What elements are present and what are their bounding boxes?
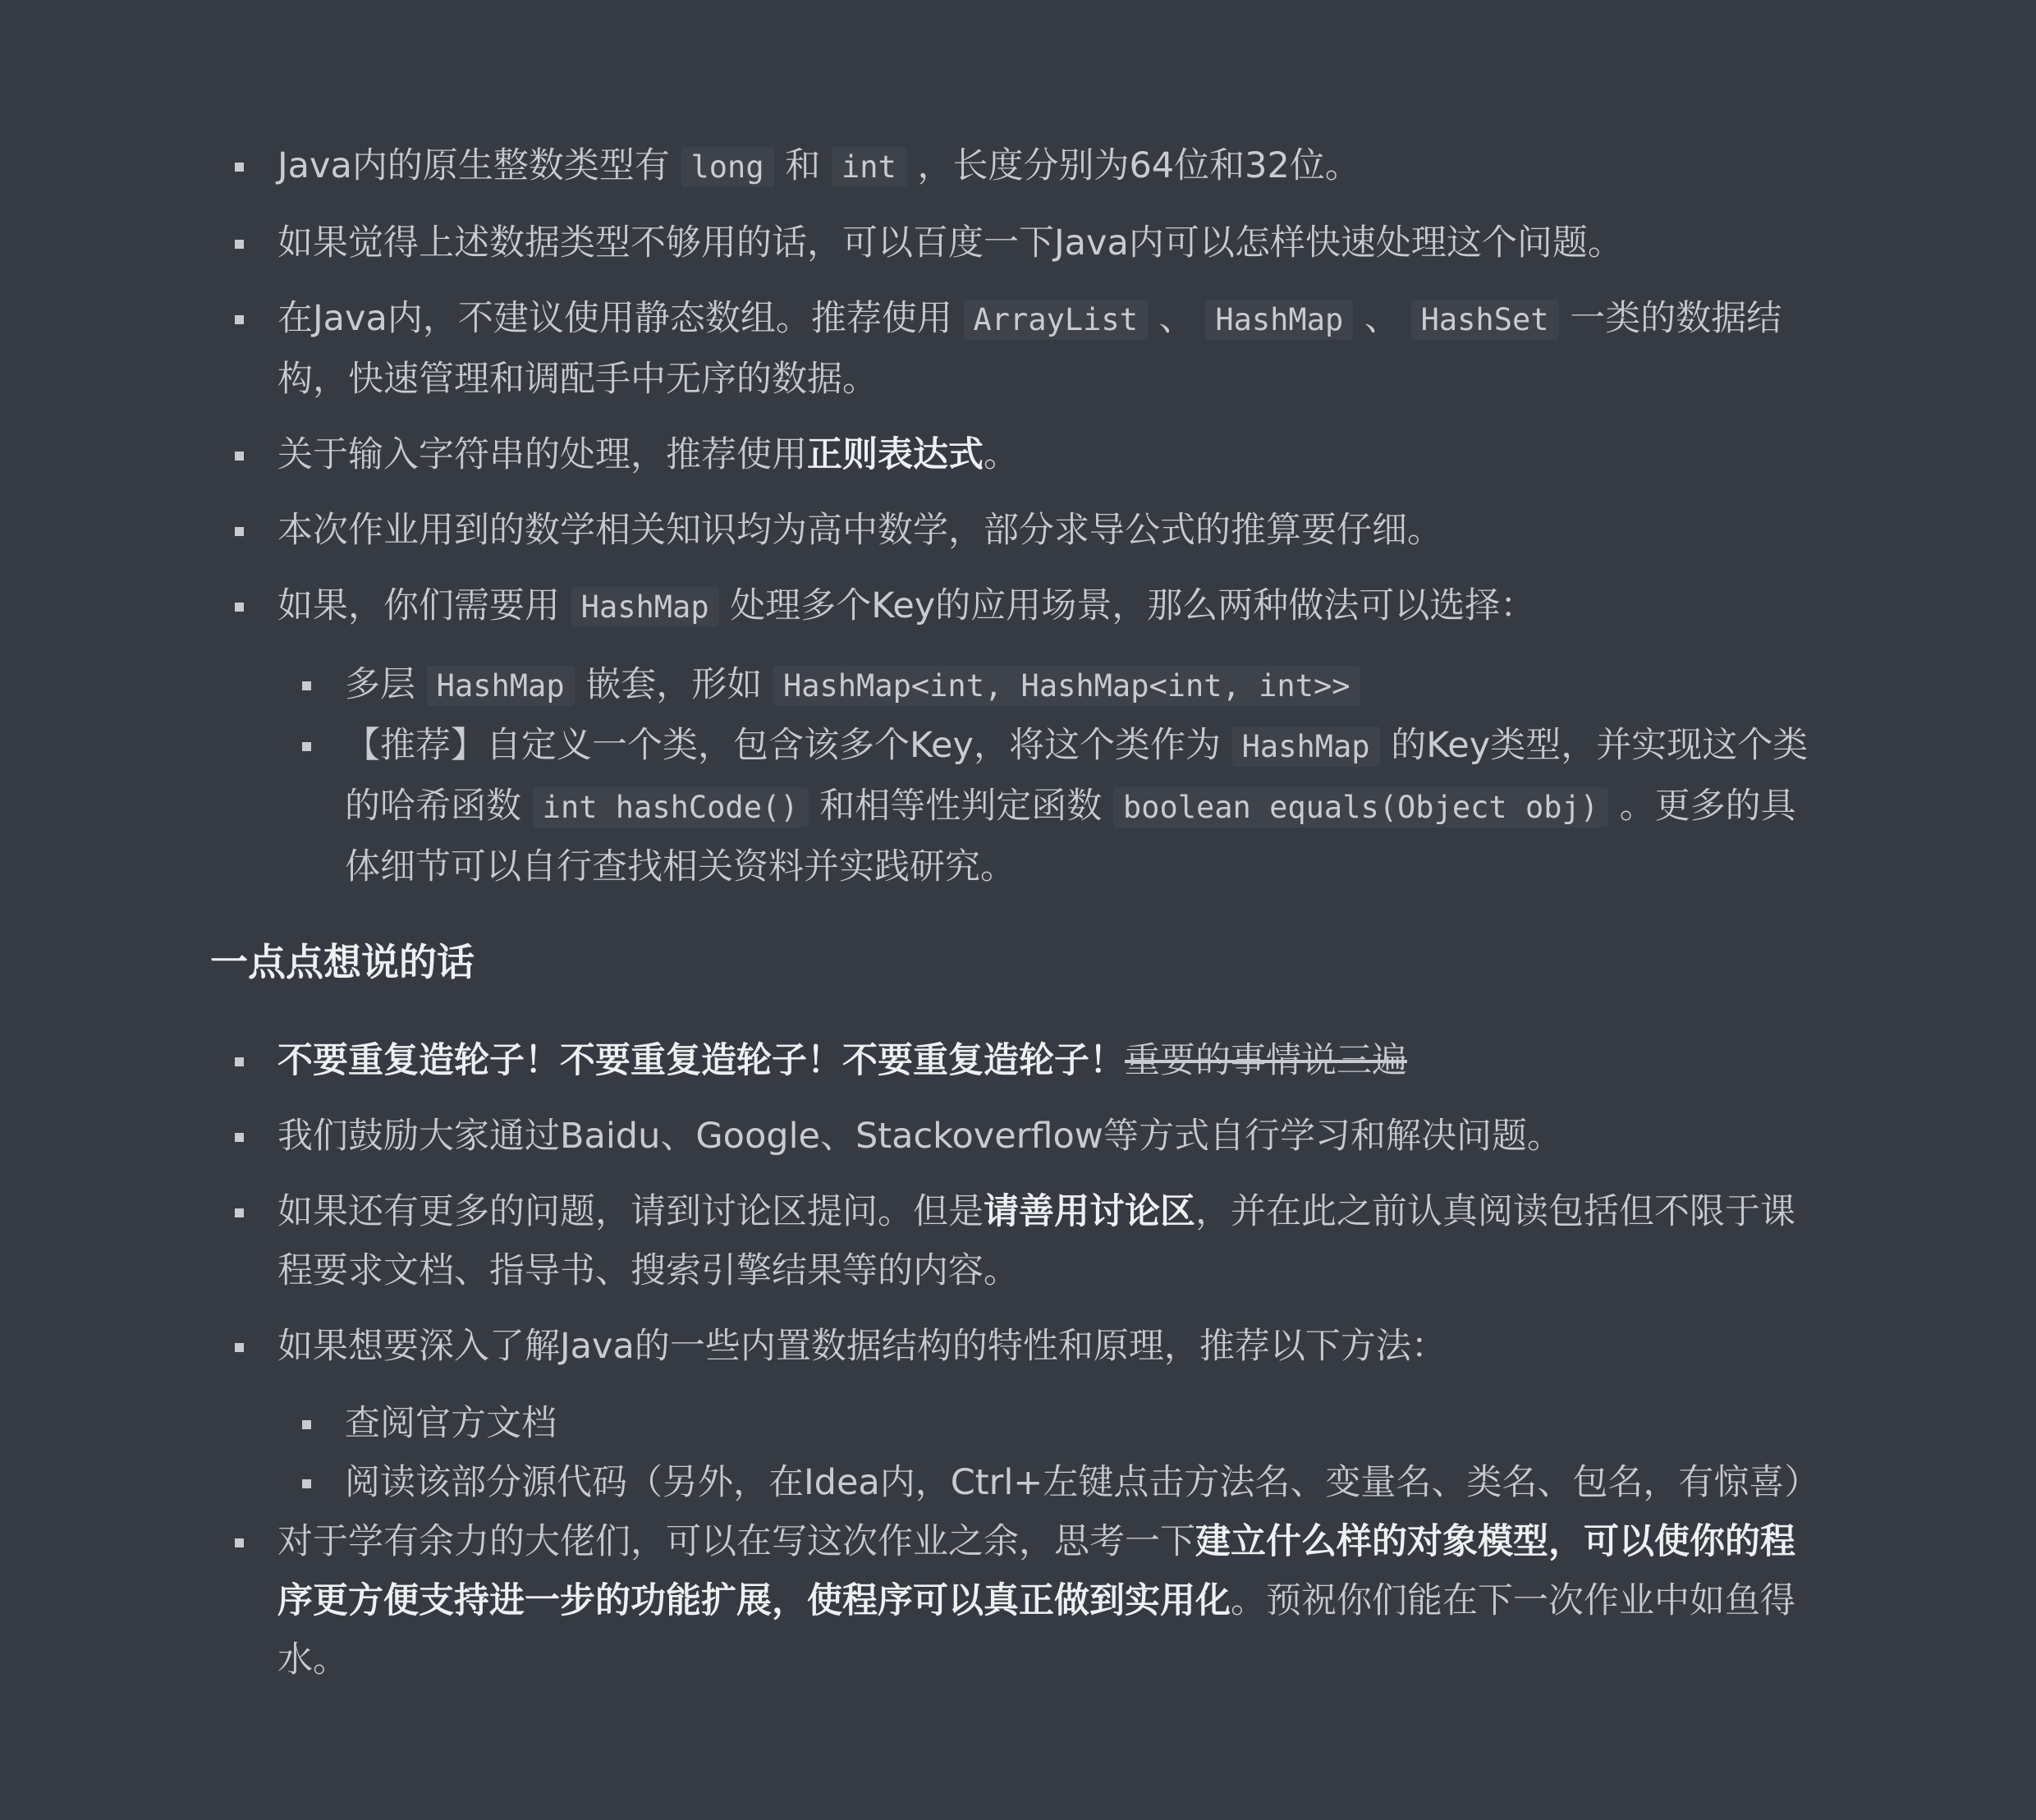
sub-list-item: 【推荐】自定义一个类，包含该多个Key，将这个类作为 HashMap 的Key类型，并实现这个类的哈希函数 int hashCode() 和相等性判定函数 boolean equals(Object obj) 。更多的具体细节可以自行查找相关资料并实践研究。 (277, 716, 1811, 896)
list-item: 如果觉得上述数据类型不够用的话，可以百度一下Java内可以怎样快速处理这个问题。 (210, 213, 1811, 273)
bullet-icon (302, 1420, 311, 1429)
list-item: 我们鼓励大家通过Baidu、Google、Stackoverflow等方式自行学习和解决问题。 (210, 1107, 1811, 1166)
bullet-icon (302, 742, 311, 751)
bullet-icon (235, 452, 244, 461)
words-list (210, 1031, 1820, 1689)
bullet-icon (302, 1479, 311, 1488)
bullet-icon (235, 1208, 244, 1217)
list-item: 如果还有更多的问题，请到讨论区提问。但是请善用讨论区，并在此之前认真阅读包括但不限于课程要求文档、指导书、搜索引擎结果等的内容。 (210, 1182, 1811, 1300)
sub-list (277, 1394, 1820, 1512)
bullet-icon (235, 1057, 244, 1066)
code-inline: long (681, 147, 774, 187)
tips-list (210, 136, 1811, 896)
code-inline: boolean equals(Object obj) (1113, 787, 1608, 827)
bullet-icon (235, 163, 244, 172)
section-heading: 一点点想说的话 (210, 940, 475, 984)
emphasis-text: 请善用讨论区 (984, 1191, 1195, 1232)
bullet-icon (235, 527, 244, 536)
bullet-icon (235, 240, 244, 249)
bullet-icon (235, 1343, 244, 1352)
bullet-icon (235, 1538, 244, 1547)
code-inline: int hashCode() (533, 787, 809, 827)
list-item: 对于学有余力的大佬们，可以在写这次作业之余，思考一下建立什么样的对象模型，可以使你的程序更方便支持进一步的功能扩展，使程序可以真正做到实用化。预祝你们能在下一次作业中如鱼得水。 (210, 1512, 1811, 1689)
emphasis-text: 建立什么样的对象模型，可以使你的程序更方便支持进一步的功能扩展，使程序可以真正做到实用化 (277, 1521, 1795, 1621)
code-inline: HashMap (427, 666, 575, 706)
sub-list-item: 查阅官方文档 (277, 1394, 1811, 1453)
document-body (210, 136, 1820, 1706)
list-item: 在Java内，不建议使用静态数组。推荐使用 ArrayList 、 HashMap 、 HashSet 一类的数据结构，快速管理和调配手中无序的数据。 (210, 289, 1811, 409)
list-item (210, 1031, 1811, 1090)
list-item: 本次作业用到的数学相关知识均为高中数学，部分求导公式的推算要仔细。 (210, 501, 1811, 560)
strikethrough-text: 重要的事情说三遍 (1125, 1040, 1407, 1081)
sub-list (277, 655, 1811, 896)
emphasis-text: 不要重复造轮子！不要重复造轮子！不要重复造轮子！ (277, 1040, 1125, 1081)
list-item: 如果想要深入了解Java的一些内置数据结构的特性和原理，推荐以下方法： 查阅官方文档 阅读该部分源代码（另外，在Idea内，Ctrl+左键点击方法名、变量名、类名、包名，有惊喜） (210, 1317, 1811, 1512)
list-item: 如果，你们需要用 HashMap 处理多个Key的应用场景，那么两种做法可以选择： 多层 HashMap 嵌套，形如 HashMap<int, HashMap<int, int>> 【推荐】自定义一个类，包含该多个Key，将这个类作为 HashMap 的Key类型，并实现这个类的哈希函数 int hashCode() 和相等性判定函数 boolean equals(Object obj) 。更多的具体细节可以自行查找相关资料并实践研究。 (210, 576, 1811, 896)
code-inline: HashMap (1205, 300, 1353, 340)
sub-list-item: 阅读该部分源代码（另外，在Idea内，Ctrl+左键点击方法名、变量名、类名、包名，有惊喜） (277, 1453, 1811, 1512)
code-inline: HashSet (1411, 300, 1559, 340)
code-inline: int (832, 147, 906, 187)
bullet-icon (235, 603, 244, 612)
code-inline: HashMap (571, 587, 719, 627)
bullet-icon (302, 681, 311, 690)
code-inline: HashMap<int, HashMap<int, int>> (773, 666, 1360, 706)
bullet-icon (235, 315, 244, 324)
list-item: Java内的原生整数类型有 long 和 int ，长度分别为64位和32位。 (210, 136, 1811, 197)
sub-list-item: 多层 HashMap 嵌套，形如 HashMap<int, HashMap<int, int>> (277, 655, 1811, 716)
emphasis-text: 正则表达式 (807, 434, 984, 475)
code-inline: HashMap (1232, 727, 1380, 767)
code-inline: ArrayList (964, 300, 1148, 340)
bullet-icon (235, 1133, 244, 1142)
list-item: 关于输入字符串的处理，推荐使用正则表达式。 (210, 425, 1811, 484)
